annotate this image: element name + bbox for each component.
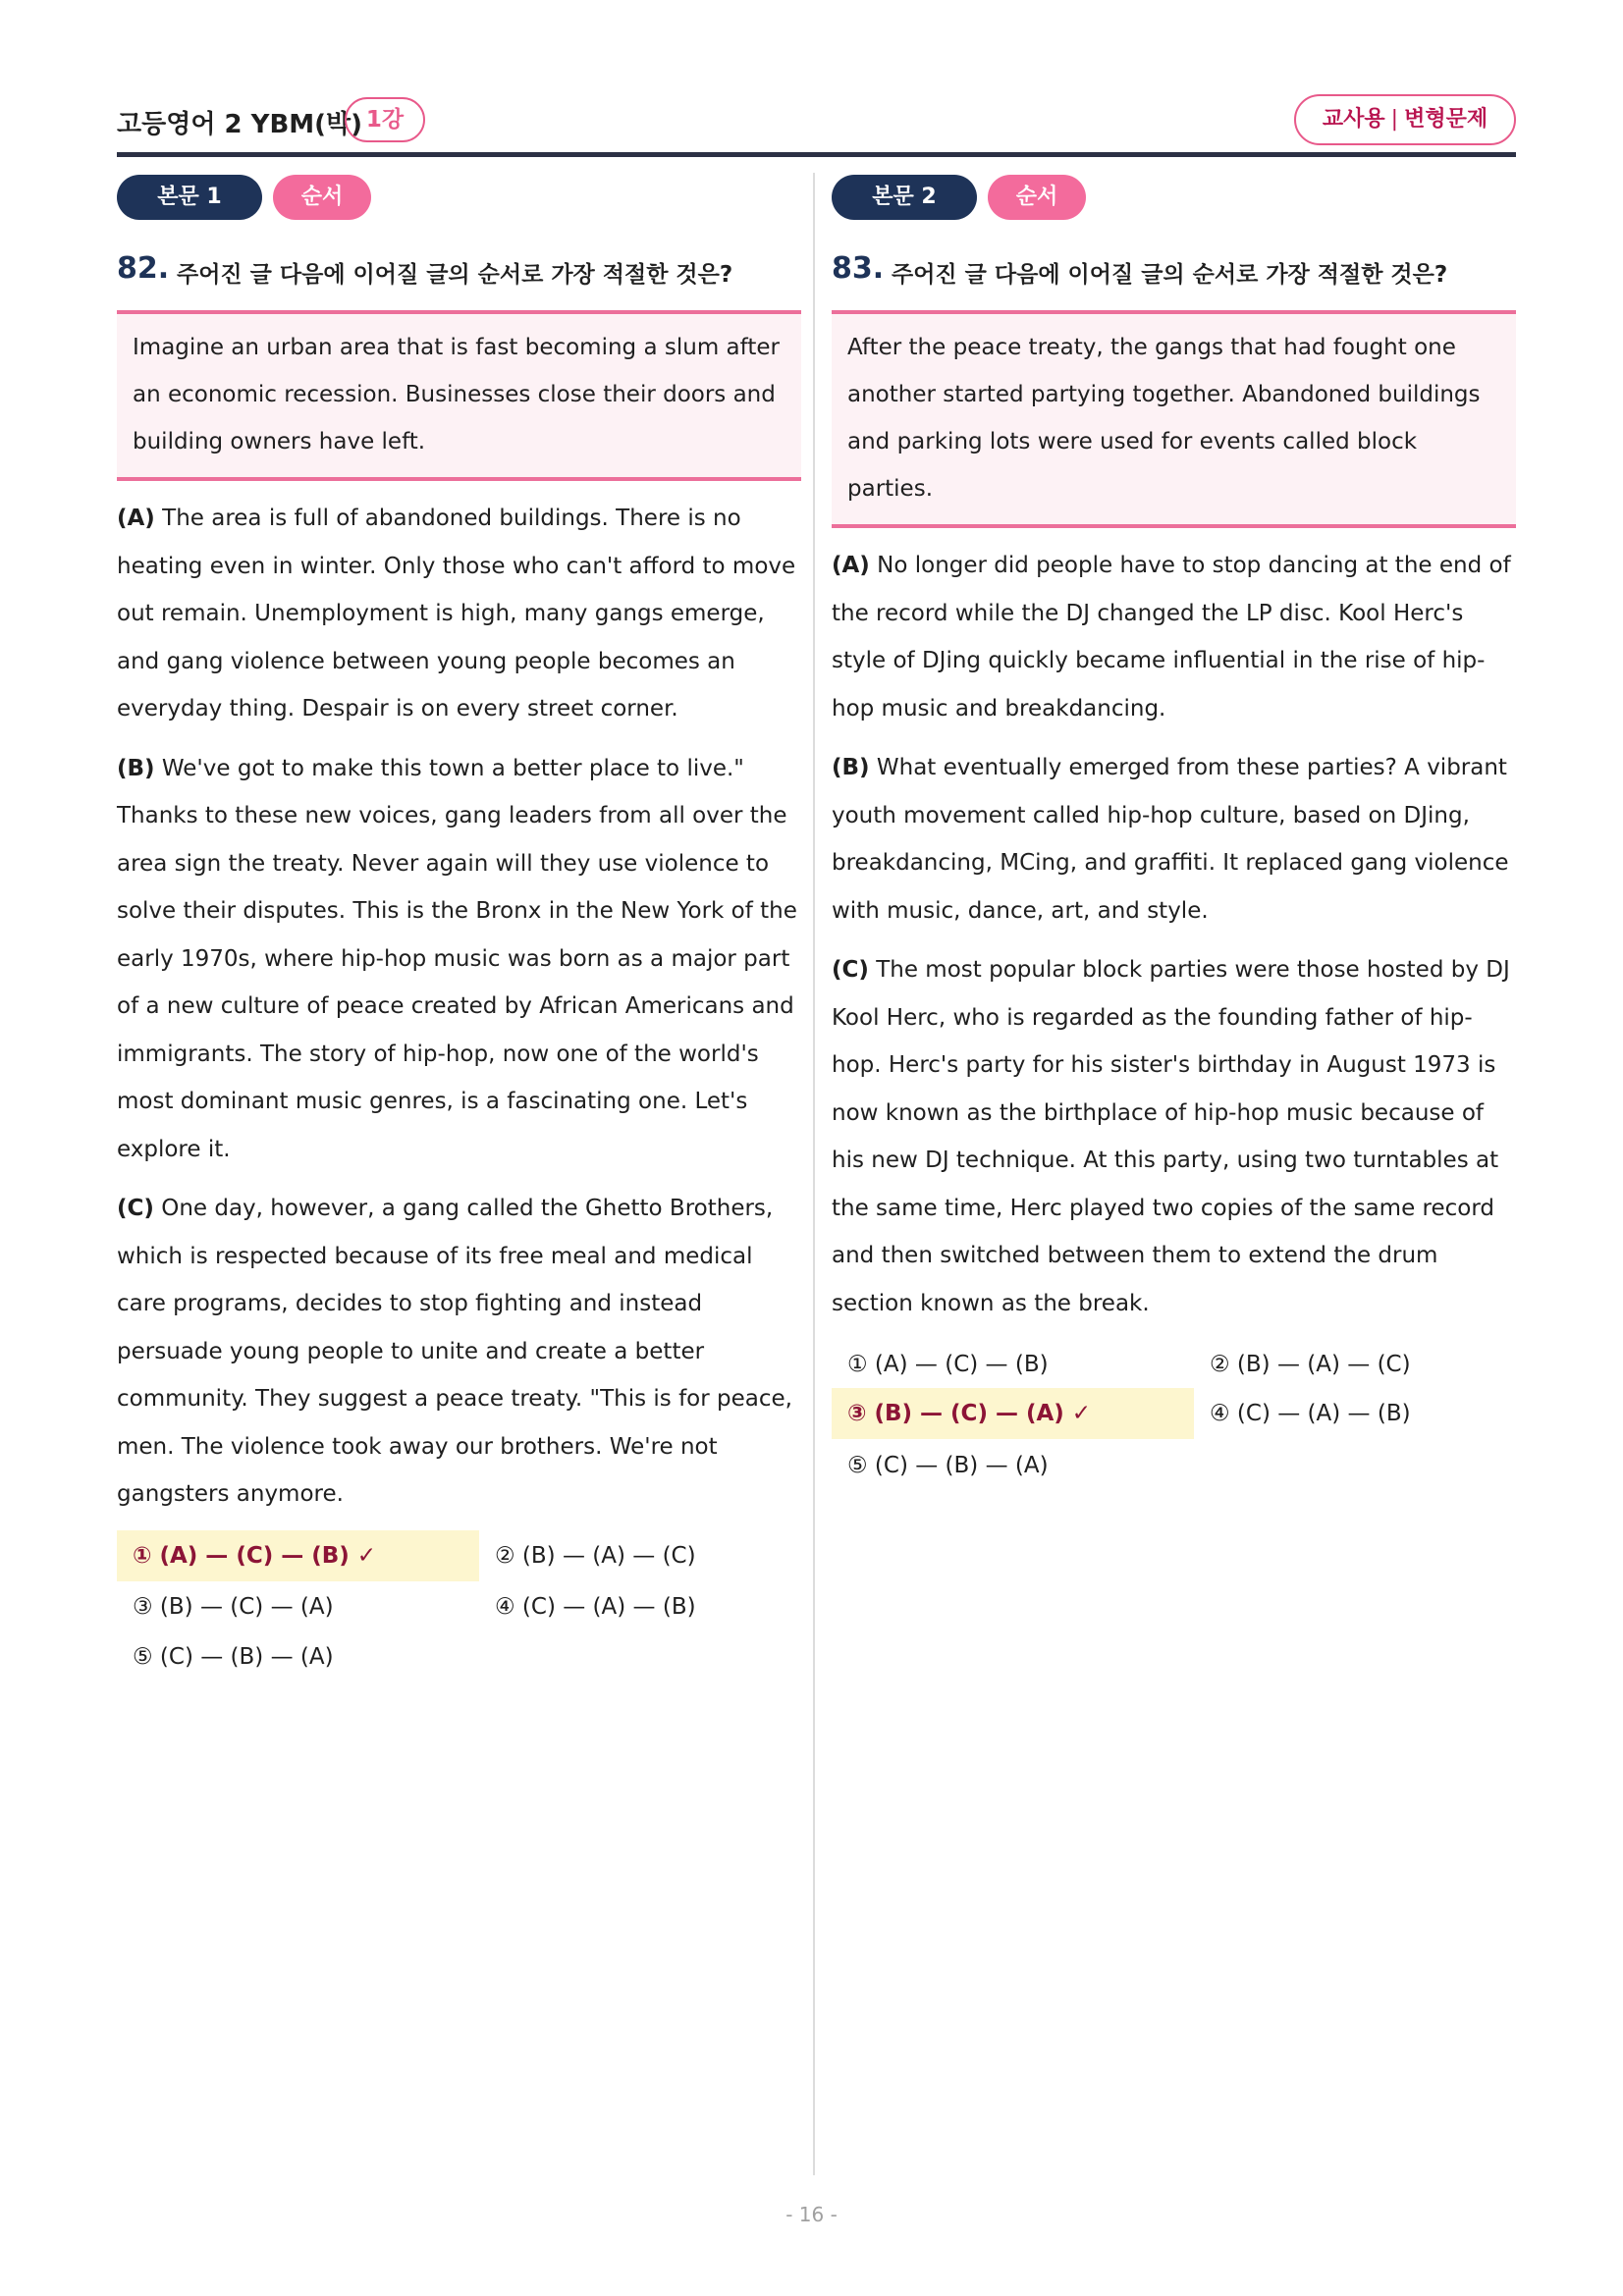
column-divider [813,173,815,2175]
edition-badge-separator: | [1390,107,1399,132]
paragraph-a [832,542,1516,732]
page-number: - 16 - [785,2203,838,2226]
paragraph-text: We've got to make this town a better place to live." Thanks to these new voices, gang leaders from all over the area sign the treaty. Never again will they use violence to solve their disputes. This is the Bronx in the New York of the early 1970s, where hip-hop music was born as a major part of a new culture of peace created by African Americans and immigrants. The story of hip-hop, now one of the world's most dominant music genres, is a fascinating one. Let's explore it. [117,755,797,1162]
choice-2[interactable]: ② (B) — (A) — (C) [495,1542,696,1569]
choice-1[interactable]: ① (A) — (C) — (B) [847,1352,1049,1377]
paragraph-label: (B) [832,755,870,780]
answer-choices [117,1530,801,1687]
paragraph-a [117,495,801,733]
paragraph-label: (A) [832,553,870,578]
type-tag: 순서 [273,175,371,220]
paragraph-text: The area is full of abandoned buildings. There is no heating even in winter. Only those who can't afford to move out remain. Unemployment is high, many gangs emerge, and gang violence between young people becomes an everyday thing. Despair is on every street corner. [117,506,796,721]
book-title: 고등영어 2 YBM(박) [117,110,363,139]
passage-list [117,495,801,1519]
given-passage: Imagine an urban area that is fast becoming a slum after an economic recession. Businesses close their doors and building owners have left. [117,310,801,481]
question-text: 주어진 글 다음에 이어질 글의 순서로 가장 적절한 것은? [892,262,1448,288]
choice-5[interactable]: ⑤ (C) — (B) — (A) [847,1453,1049,1478]
paragraph-c [832,946,1516,1327]
paragraph-text: One day, however, a gang called the Ghetto Brothers, which is respected because of its free meal and medical care programs, decides to stop fighting and instead persuade young people to unite and create a better community. They suggest a peace treaty. "This is for peace, men. The violence took away our brothers. We're not gangsters anymore. [117,1196,792,1507]
question-number: 82. [117,251,170,286]
type-tag: 순서 [988,175,1086,220]
choice-2[interactable]: ② (B) — (A) — (C) [1210,1352,1411,1377]
question-text: 주어진 글 다음에 이어질 글의 순서로 가장 적절한 것은? [177,262,733,288]
edition-badge-left: 교사용 [1322,107,1385,132]
question-tags [117,173,801,222]
question-tags [832,173,1516,222]
choice-4[interactable]: ④ (C) — (A) — (B) [495,1593,696,1620]
question-83-column [832,173,1516,1496]
question-82-column [117,173,801,1687]
choice-3[interactable]: ③ (B) — (C) — (A) [133,1593,334,1620]
choice-1[interactable]: ① (A) — (C) — (B) ✓ [117,1530,479,1581]
edition-badge-right: 변형문제 [1404,107,1488,132]
choice-4[interactable]: ④ (C) — (A) — (B) [1210,1401,1411,1426]
passage-tag: 본문 1 [117,175,262,220]
answer-choices [832,1339,1516,1496]
paragraph-label: (A) [117,506,155,531]
passage-tag: 본문 2 [832,175,977,220]
paragraph-text: The most popular block parties were those hosted by DJ Kool Herc, who is regarded as the founding father of hip-hop. Herc's party for his sister's birthday in August 1973 is now known as the birthplace of hip-hop music because of his new DJ technique. At this party, using two turntables at the same time, Herc played two copies of the same record and then switched between them to extend the drum section known as the break. [832,957,1510,1316]
paragraph-text: No longer did people have to stop dancing at the end of the record while the DJ changed the LP disc. Kool Herc's style of DJing quickly became influential in the rise of hip-hop music and breakdancing. [832,553,1511,721]
paragraph-label: (C) [117,1196,154,1221]
choice-5[interactable]: ⑤ (C) — (B) — (A) [133,1643,334,1670]
paragraph-label: (B) [117,755,155,781]
paragraph-text: What eventually emerged from these parties? A vibrant youth movement called hip-hop culture, based on DJing, breakdancing, MCing, and graffiti. It replaced gang violence with music, dance, art, and style. [832,755,1509,924]
paragraph-label: (C) [832,957,869,983]
page-header [117,94,1516,157]
paragraph-b [117,745,801,1174]
given-passage: After the peace treaty, the gangs that had fought one another started partying together. Abandoned buildings and parking lots were used for events called block parties. [832,310,1516,528]
question-stem [117,251,801,294]
question-stem [832,251,1516,294]
paragraph-b [832,744,1516,934]
paragraph-c [117,1185,801,1519]
question-number: 83. [832,251,885,286]
lesson-badge: 1강 [345,97,425,142]
passage-list [832,542,1516,1327]
choice-3[interactable]: ③ (B) — (C) — (A) ✓ [832,1388,1194,1439]
edition-badge [1294,94,1516,145]
